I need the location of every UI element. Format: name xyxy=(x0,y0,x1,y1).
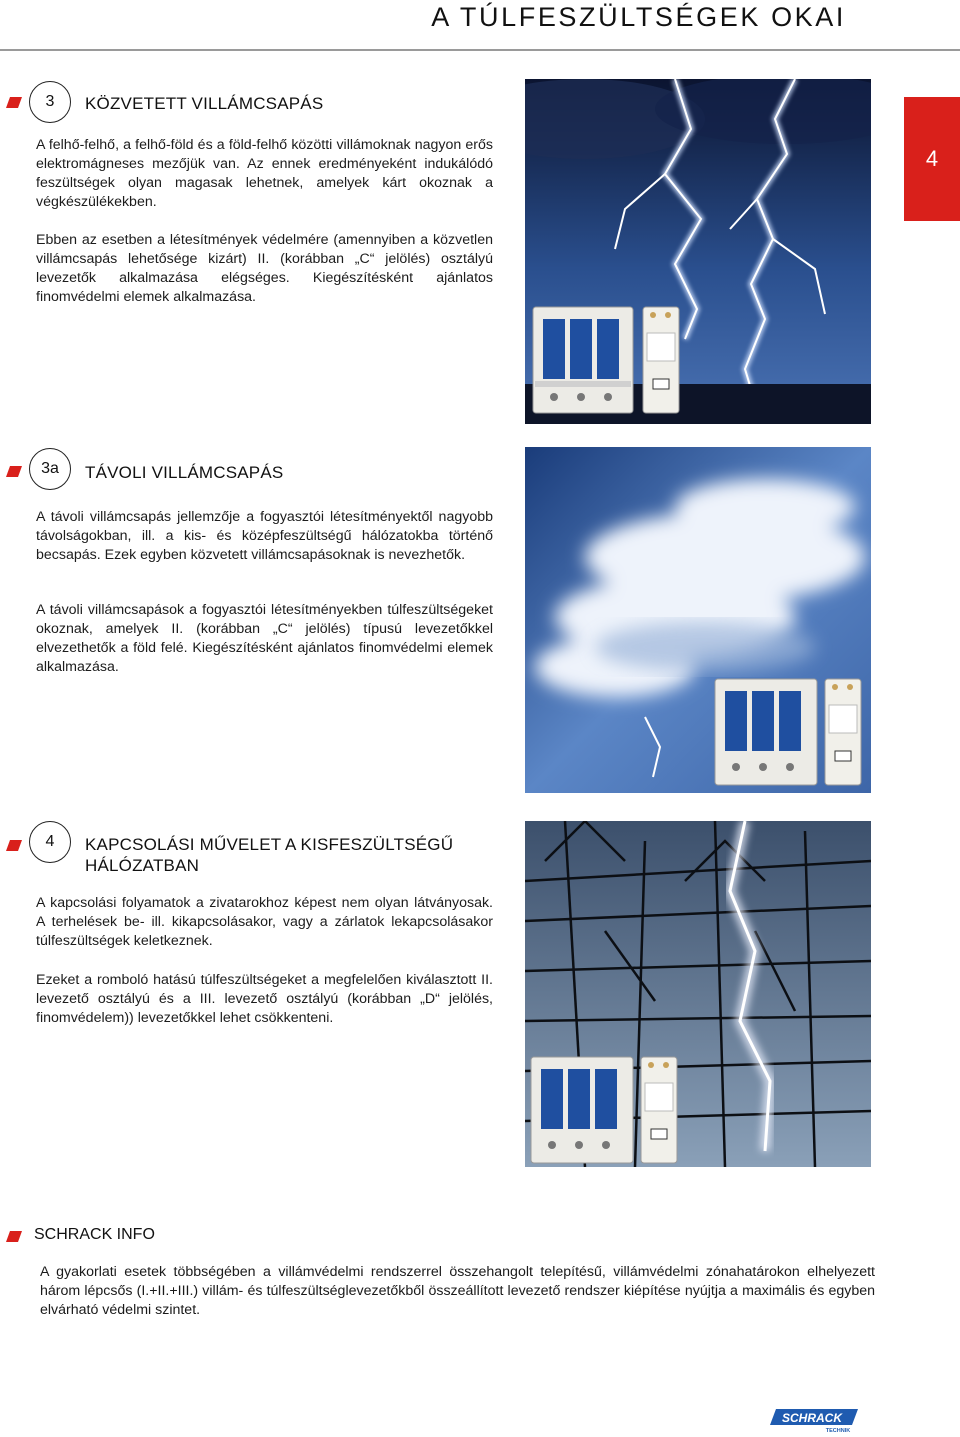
section-paragraph: Ezeket a romboló hatású túlfeszültségeket a megfelelően kiválasztott II. levezető osztályú és a III. levezető osztályú (korábban „D“ jelölés, finomvédelem)) levezetőkkel lehet csökkenteni. xyxy=(36,972,493,1026)
info-text: A gyakorlati esetek többségében a villámvédelmi rendszerrel összehangolt telepítésű, villámvédelmi zónahatárokon elhelyezett három lépcsős (I.+II.+III.) villám- és túlfeszültséglevezetőkből összeállított levezető rendszer kiépítése nyújtja a maximális és egyben elvárható védelmi szintet. xyxy=(40,1264,875,1318)
title-rule xyxy=(0,49,960,51)
schrack-logo xyxy=(770,1407,858,1433)
svg-text:SCHRACK: SCHRACK xyxy=(782,1411,842,1425)
surge-arrester-icon xyxy=(715,679,861,785)
section-paragraph: A távoli villámcsapások a fogyasztói létesítményekben túlfeszültségeket okoznak, amelyek II. (korábban „C“ jelölés) típusú levezetőkkel elvezethetők a föld felé. Kiegészítésként ajánlatos finomvédelmi elemek alkalmazása. xyxy=(36,602,493,675)
section-title: KAPCSOLÁSI MŰVELET A KISFESZÜLTSÉGŰ HÁLÓZATBAN xyxy=(85,835,454,875)
section-number-badge: 3a xyxy=(29,448,71,490)
section-title: KÖZVETETT VILLÁMCSAPÁS xyxy=(85,94,324,113)
section-paragraph: A felhő-felhő, a felhő-föld és a föld-felhő közötti villámoknak nagyon erős elektromágneses mezőjük van. Az ennek eredményeként indukálódó feszültségek olyan magasak lehetnek, amelyek kárt okoznak a végkészülékekben. xyxy=(36,137,493,210)
red-bullet-icon xyxy=(6,97,22,108)
red-bullet-icon xyxy=(6,466,22,477)
section-number-badge: 4 xyxy=(29,821,71,863)
lightning-photo xyxy=(525,79,871,424)
power-substation-photo xyxy=(525,821,871,1167)
section-paragraph: A távoli villámcsapás jellemzője a fogyasztói létesítményektől nagyobb távolságokban, ill. a kis- és középfeszültségű hálózatokba történő becsapás. Ezek egyben közvetett villámcsapásoknak is nevezhetők. xyxy=(36,509,493,563)
surge-arrester-icon xyxy=(531,1057,677,1163)
section-title: TÁVOLI VILLÁMCSAPÁS xyxy=(85,463,284,482)
storm-cloud-photo xyxy=(525,447,871,793)
surge-arrester-icon xyxy=(533,307,679,413)
section-number-badge: 3 xyxy=(29,81,71,123)
section-paragraph: Ebben az esetben a létesítmények védelmére (amennyiben a közvetlen villámcsapás lehetősége kizárt) II. (korábban „C“ jelölés) osztályú levezetők alkalmazása elégséges. Kiegészítésként ajánlatos finomvédelmi elemek alkalmazása. xyxy=(36,232,493,305)
info-title: SCHRACK INFO xyxy=(34,1226,155,1243)
page-title: A TÚLFESZÜLTSÉGEK OKAI xyxy=(431,2,846,32)
section-paragraph: A kapcsolási folyamatok a zivatarokhoz képest nem olyan látványosak. A terhelések be- ill. kikapcsolásakor, vagy a zárlatok lekapcsolásakor túlfeszültségek keletkeznek. xyxy=(36,895,493,949)
red-bullet-icon xyxy=(6,840,22,851)
red-bullet-icon xyxy=(6,1231,22,1242)
svg-text:TECHNIK: TECHNIK xyxy=(825,1428,851,1433)
page-number-tab: 4 xyxy=(904,97,960,221)
